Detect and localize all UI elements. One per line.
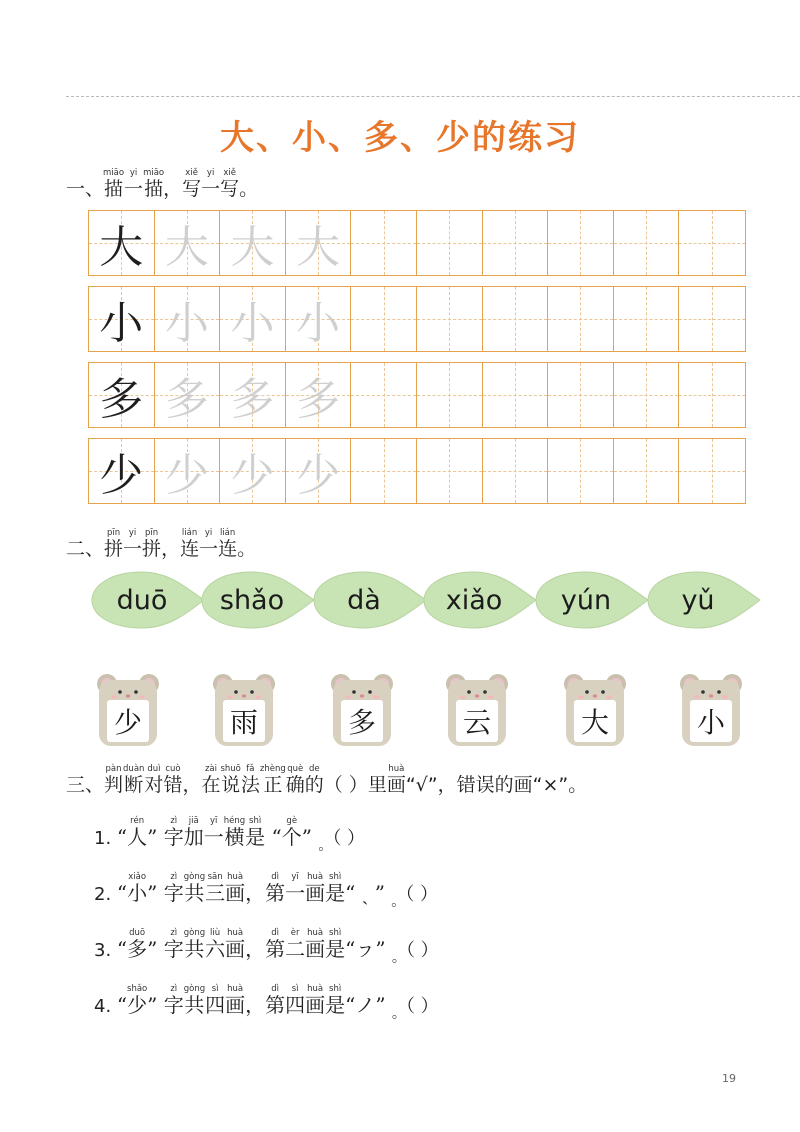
tracing-cell [155, 287, 221, 351]
s2-word-char: 拼pīn [142, 528, 162, 560]
pinyin-leaf [200, 570, 316, 630]
question-char: 画huà [305, 984, 326, 1017]
tracing-cell [220, 211, 286, 275]
instruction-text: “√”，错误的画“×”。 [405, 774, 588, 796]
question-text: “ [116, 881, 128, 905]
tracing-cell [286, 363, 352, 427]
mouse-character-card [676, 672, 746, 748]
page-number: 19 [722, 1072, 736, 1085]
pinyin-annotation: huà [225, 984, 246, 994]
question-number: 1. [94, 828, 117, 849]
question-text: “ [116, 937, 128, 961]
mouse-character-card [93, 672, 163, 748]
s3-instruction-char: 对duì [144, 764, 164, 796]
question-char: 个gè [281, 816, 302, 849]
s2-word-char: 拼pīn [104, 528, 124, 560]
model-character: 少 [99, 450, 144, 501]
pinyin-text: xiǎo [445, 584, 503, 616]
pinyin-annotation: yi [201, 168, 221, 178]
card-character: 雨 [229, 706, 258, 739]
trace-character: 多 [230, 374, 275, 425]
question-char: 画huà [305, 928, 326, 961]
section-one-heading [66, 168, 258, 201]
trace-character: 小 [164, 298, 209, 349]
period-mark: 。 [391, 1006, 406, 1022]
pinyin-annotation: gòng [183, 928, 206, 938]
tracing-row [88, 286, 746, 352]
question-text: “ㇷ” [345, 937, 386, 961]
trace-character: 少 [296, 450, 341, 501]
question-number: 3. [94, 940, 117, 961]
tracing-cell [89, 439, 155, 503]
question-char: 小xiǎo [127, 872, 148, 905]
tracing-cell [483, 211, 549, 275]
tracing-cell [614, 287, 680, 351]
s3-instruction-char: 画huà [386, 764, 406, 796]
trace-character: 大 [164, 222, 209, 273]
tracing-cell [679, 287, 745, 351]
question-char: 四sì [205, 984, 226, 1017]
question-char: 三sān [205, 872, 226, 905]
pinyin-annotation: yī [203, 816, 224, 826]
question-text: “ [116, 993, 128, 1017]
tracing-cell [155, 439, 221, 503]
pinyin-annotation: jiā [183, 816, 204, 826]
s1-word-char: 一yi [124, 168, 144, 200]
card-character: 大 [580, 706, 609, 739]
tracing-cell [155, 363, 221, 427]
model-character: 多 [99, 374, 144, 425]
pinyin-annotation: pàn [104, 764, 124, 774]
pinyin-annotation: zhèng [259, 764, 286, 774]
tracing-cell [220, 363, 286, 427]
punctuation: 。 [237, 538, 257, 560]
s1-word-char: 一yi [201, 168, 221, 200]
s3-instruction-char: 确què [285, 764, 305, 796]
question-char: 加jiā [183, 816, 204, 849]
answer-blank[interactable]: （ ） [332, 828, 366, 849]
trace-character: 少 [164, 450, 209, 501]
pinyin-leaf [646, 570, 762, 630]
tracing-row [88, 210, 746, 276]
punctuation: ， [163, 178, 183, 200]
pinyin-annotation: huà [305, 928, 326, 938]
pinyin-annotation: de [304, 764, 324, 774]
model-character: 小 [99, 298, 144, 349]
question-text: ” [147, 937, 164, 961]
pinyin-annotation: dì [265, 872, 286, 882]
question-text: ” [147, 825, 164, 849]
pinyin-annotation: shì [245, 816, 266, 826]
pinyin-annotation: sān [205, 872, 226, 882]
pinyin-annotation: gòng [183, 984, 206, 994]
question-char: 四sì [285, 984, 306, 1017]
trace-character: 多 [296, 374, 341, 425]
answer-blank[interactable]: （ ） [405, 884, 439, 905]
pinyin-leaf [534, 570, 650, 630]
question-text: “ [265, 825, 282, 849]
pinyin-annotation: sì [205, 984, 226, 994]
question-char: 第dì [265, 928, 286, 961]
question-4 [94, 984, 439, 1022]
s3-instruction-char: 的de [304, 764, 324, 796]
question-char: 字zì [163, 816, 184, 849]
period-mark: 。 [318, 838, 333, 854]
question-text: “ ˏ ” [345, 881, 385, 905]
pinyin-leaf [90, 570, 206, 630]
s1-word-char: 写xiě [182, 168, 202, 200]
question-text: ， [245, 937, 266, 961]
section-number: 三、 [66, 774, 105, 796]
mouse-character-card [327, 672, 397, 748]
spacer [386, 937, 392, 961]
pinyin-annotation: lián [180, 528, 200, 538]
pinyin-annotation: zì [163, 872, 184, 882]
pinyin-annotation: dì [265, 984, 286, 994]
tracing-cell [417, 439, 483, 503]
card-character: 少 [113, 706, 142, 739]
card-character: 多 [347, 706, 376, 739]
question-char: 一yī [203, 816, 224, 849]
question-char: 是shì [245, 816, 266, 849]
pinyin-annotation: shì [325, 872, 346, 882]
tracing-grid [88, 210, 746, 514]
pinyin-text: duō [116, 584, 168, 616]
instruction-text: （ ）里 [323, 774, 387, 796]
tracing-cell [286, 287, 352, 351]
pinyin-annotation: dì [265, 928, 286, 938]
pinyin-leaf [312, 570, 428, 630]
pinyin-annotation: duì [144, 764, 164, 774]
pinyin-annotation: cuò [163, 764, 183, 774]
question-char: 共gòng [183, 872, 206, 905]
trace-character: 大 [296, 222, 341, 273]
pinyin-annotation: zài [201, 764, 221, 774]
s1-word-char: 描miāo [143, 168, 165, 200]
question-1 [94, 816, 366, 854]
question-char: 共gòng [183, 928, 206, 961]
question-char: 人rén [127, 816, 148, 849]
pinyin-text: yǔ [681, 584, 715, 616]
pinyin-annotation: zì [163, 984, 184, 994]
question-char: 第dì [265, 984, 286, 1017]
pinyin-annotation: rén [127, 816, 148, 826]
pinyin-annotation: xiě [220, 168, 240, 178]
s3-instruction-char: 正zhèng [259, 764, 286, 796]
question-char: 字zì [163, 928, 184, 961]
tracing-cell [286, 439, 352, 503]
page-title: 大、小、多、少的练习 [220, 118, 580, 158]
pinyin-annotation: liù [205, 928, 226, 938]
tracing-cell [89, 211, 155, 275]
pinyin-annotation: miāo [103, 168, 125, 178]
tracing-cell [220, 439, 286, 503]
section-number: 一、 [66, 178, 105, 200]
question-char: 少shǎo [127, 984, 148, 1017]
card-character: 小 [696, 706, 725, 739]
pinyin-annotation: huà [225, 928, 246, 938]
question-char: 画huà [225, 984, 246, 1017]
question-char: 横héng [223, 816, 246, 849]
pinyin-annotation: pīn [104, 528, 124, 538]
question-char: 是shì [325, 928, 346, 961]
mouse-character-card [560, 672, 630, 748]
question-char: 一yī [285, 872, 306, 905]
pinyin-annotation: èr [285, 928, 306, 938]
question-number: 4. [94, 996, 117, 1017]
tracing-cell [417, 287, 483, 351]
question-char: 画huà [305, 872, 326, 905]
instruction-text: ， [182, 774, 202, 796]
question-char: 多duō [127, 928, 148, 961]
mouse-character-card [209, 672, 279, 748]
tracing-row [88, 438, 746, 504]
s1-word-char: 描miāo [103, 168, 125, 200]
tracing-cell [548, 211, 614, 275]
trace-character: 多 [164, 374, 209, 425]
pinyin-annotation: huà [225, 872, 246, 882]
spacer [386, 993, 392, 1017]
tracing-cell [89, 363, 155, 427]
tracing-cell [351, 211, 417, 275]
s3-instruction-char: 断duàn [123, 764, 145, 796]
pinyin-annotation: duàn [123, 764, 145, 774]
pinyin-annotation: sì [285, 984, 306, 994]
pinyin-annotation: shì [325, 984, 346, 994]
question-text: ， [245, 881, 266, 905]
pinyin-annotation: shì [325, 928, 346, 938]
question-text: ” [147, 881, 164, 905]
question-char: 字zì [163, 984, 184, 1017]
pinyin-annotation: fǎ [240, 764, 260, 774]
period-mark: 。 [391, 894, 406, 910]
tracing-cell [483, 287, 549, 351]
tracing-cell [351, 287, 417, 351]
punctuation: 。 [239, 178, 259, 200]
trace-character: 小 [296, 298, 341, 349]
pinyin-annotation: xiě [182, 168, 202, 178]
pinyin-annotation: shǎo [127, 984, 148, 994]
tracing-cell [548, 363, 614, 427]
tracing-cell [351, 363, 417, 427]
question-2 [94, 872, 439, 910]
period-mark: 。 [391, 950, 406, 966]
trace-character: 小 [230, 298, 275, 349]
tracing-cell [155, 211, 221, 275]
tracing-cell [220, 287, 286, 351]
tracing-cell [417, 211, 483, 275]
trace-character: 少 [230, 450, 275, 501]
s2-word-char: 连lián [180, 528, 200, 560]
pinyin-annotation: héng [223, 816, 246, 826]
tracing-cell [614, 363, 680, 427]
pinyin-annotation: huà [305, 984, 326, 994]
s2-word-char: 一yi [123, 528, 143, 560]
question-3 [94, 928, 439, 966]
question-char: 画huà [225, 872, 246, 905]
tracing-cell [351, 439, 417, 503]
question-char: 字zì [163, 872, 184, 905]
card-character: 云 [462, 706, 491, 739]
section-number: 二、 [66, 538, 105, 560]
s3-instruction-char: 判pàn [104, 764, 124, 796]
trace-character: 大 [230, 222, 275, 273]
s2-word-char: 连lián [218, 528, 238, 560]
tracing-cell [614, 439, 680, 503]
question-char: 是shì [325, 872, 346, 905]
question-char: 第dì [265, 872, 286, 905]
s3-instruction-char: 说shuō [220, 764, 241, 796]
tracing-cell [483, 363, 549, 427]
pinyin-annotation: yi [124, 168, 144, 178]
pinyin-annotation: zì [163, 816, 184, 826]
pinyin-annotation: miāo [143, 168, 165, 178]
question-char: 二èr [285, 928, 306, 961]
s3-instruction-char: 在zài [201, 764, 221, 796]
tracing-cell [417, 363, 483, 427]
question-char: 六liù [205, 928, 226, 961]
pinyin-annotation: shuō [220, 764, 241, 774]
pinyin-annotation: duō [127, 928, 148, 938]
pinyin-leaf [422, 570, 538, 630]
question-char: 画huà [225, 928, 246, 961]
s3-instruction-char: 错cuò [163, 764, 183, 796]
question-text: ， [245, 993, 266, 1017]
pinyin-annotation: huà [386, 764, 406, 774]
s3-instruction-char: 法fǎ [240, 764, 260, 796]
tracing-cell [679, 363, 745, 427]
section-three-heading [66, 764, 587, 797]
tracing-cell [548, 439, 614, 503]
top-dashed-divider [66, 96, 800, 97]
s2-word-char: 一yi [199, 528, 219, 560]
question-number: 2. [94, 884, 117, 905]
mouse-character-card [442, 672, 512, 748]
tracing-cell [679, 439, 745, 503]
question-text: “ノ” [345, 993, 386, 1017]
pinyin-annotation: yi [123, 528, 143, 538]
tracing-cell [548, 287, 614, 351]
pinyin-annotation: zì [163, 928, 184, 938]
tracing-cell [614, 211, 680, 275]
section-two-heading [66, 528, 256, 561]
pinyin-annotation: què [285, 764, 305, 774]
tracing-cell [679, 211, 745, 275]
pinyin-annotation: yī [285, 872, 306, 882]
question-text: ” [147, 993, 164, 1017]
pinyin-text: shǎo [219, 584, 285, 616]
tracing-row [88, 362, 746, 428]
pinyin-annotation: gè [281, 816, 302, 826]
pinyin-annotation: xiǎo [127, 872, 148, 882]
question-text: ” [301, 825, 312, 849]
question-char: 共gòng [183, 984, 206, 1017]
pinyin-text: yún [560, 584, 612, 616]
model-character: 大 [99, 222, 144, 273]
pinyin-annotation: lián [218, 528, 238, 538]
pinyin-annotation: huà [305, 872, 326, 882]
question-text: “ [116, 825, 128, 849]
answer-blank[interactable]: （ ） [405, 940, 439, 961]
tracing-cell [483, 439, 549, 503]
s1-word-char: 写xiě [220, 168, 240, 200]
tracing-cell [286, 211, 352, 275]
punctuation: ， [161, 538, 181, 560]
answer-blank[interactable]: （ ） [405, 996, 439, 1017]
pinyin-annotation: gòng [183, 872, 206, 882]
tracing-cell [89, 287, 155, 351]
question-char: 是shì [325, 984, 346, 1017]
pinyin-annotation: yi [199, 528, 219, 538]
pinyin-annotation: pīn [142, 528, 162, 538]
pinyin-text: dà [347, 584, 381, 616]
